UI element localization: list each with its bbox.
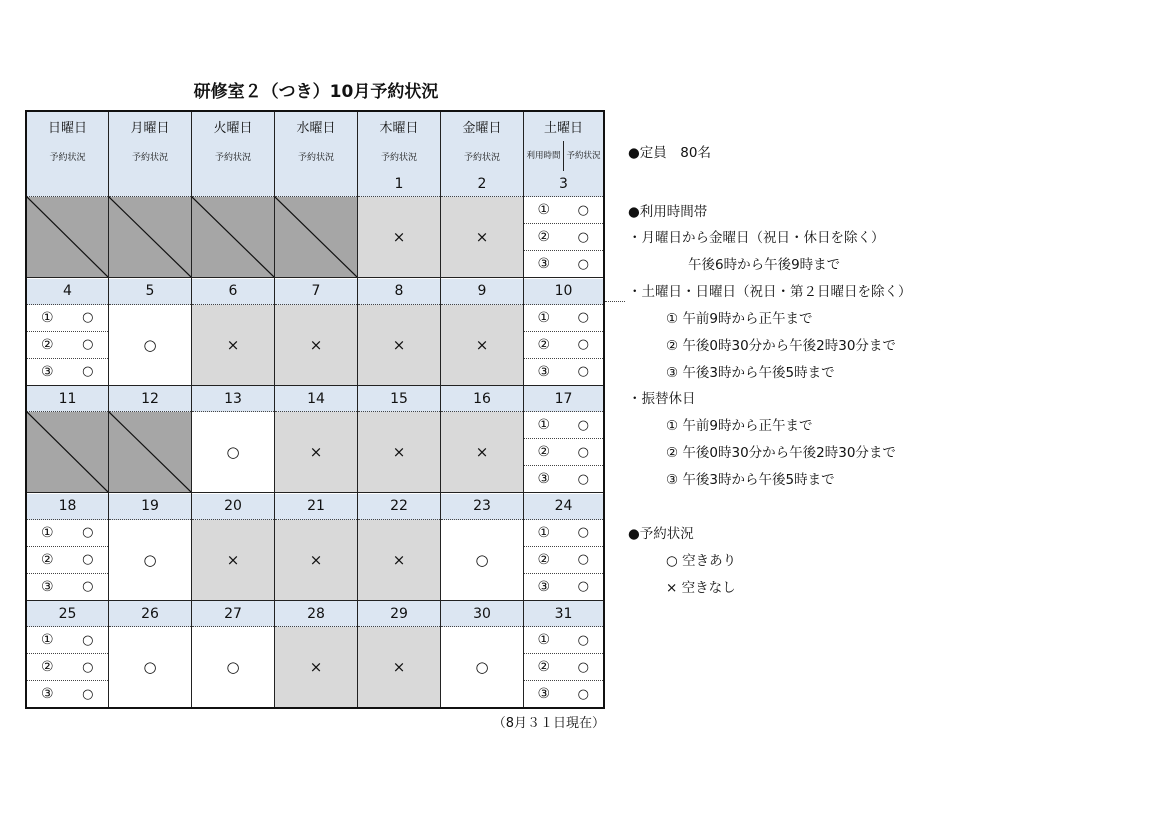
- status-header: 予約状況: [441, 141, 523, 172]
- day-status: [275, 520, 357, 601]
- day-number: 20: [192, 494, 274, 520]
- slot-number: ②: [40, 551, 54, 568]
- day-number: 17: [524, 386, 603, 412]
- full-mark: ×: [392, 443, 406, 461]
- info-line: ・土曜日・日曜日（祝日・第２日曜日を除く）: [628, 284, 912, 300]
- time-slot-row: [524, 574, 603, 600]
- full-mark: ×: [226, 550, 240, 569]
- closed-diagonal: [109, 197, 191, 277]
- day-cell: [524, 494, 603, 602]
- day-cell: [524, 279, 603, 387]
- slot-number: ①: [537, 632, 551, 648]
- slot-number: ②: [40, 336, 54, 353]
- day-cell: [275, 494, 357, 602]
- day-status: [358, 412, 440, 493]
- column-5: [441, 112, 524, 707]
- day-cell: [358, 279, 440, 387]
- full-mark: ×: [475, 335, 489, 354]
- day-status: [109, 627, 191, 707]
- info-line: ○ 空きあり: [666, 553, 737, 569]
- time-slot-row: [524, 654, 603, 681]
- day-number: 14: [275, 386, 357, 412]
- slot-status: ○: [577, 579, 589, 594]
- day-status: [109, 197, 191, 278]
- slot-number: ①: [40, 309, 54, 326]
- page-title: 研修室２（つき）10月予約状況: [193, 82, 439, 102]
- day-number: 3: [524, 171, 603, 197]
- info-line: ① 午前9時から正午まで: [666, 418, 813, 434]
- day-number: [192, 171, 274, 197]
- time-slot-subheader: 利用 時間: [524, 141, 564, 171]
- time-slot-row: [27, 305, 108, 332]
- full-mark: ×: [392, 228, 406, 246]
- day-number: 7: [275, 279, 357, 305]
- slot-status: ○: [82, 364, 94, 379]
- day-number: 10: [524, 279, 603, 305]
- day-number: 15: [358, 386, 440, 412]
- info-line: 午後6時から午後9時まで: [688, 257, 841, 273]
- slot-status: ○: [82, 552, 94, 567]
- day-cell: [192, 601, 274, 709]
- day-status: [109, 412, 191, 493]
- status-header: 予約状況: [275, 141, 357, 172]
- day-status: [441, 412, 523, 493]
- day-number: 8: [358, 279, 440, 305]
- day-status: [192, 412, 274, 493]
- time-slot-row: [524, 412, 603, 439]
- full-mark: ×: [392, 335, 406, 354]
- time-slot-row: [524, 332, 603, 359]
- slot-status: ○: [577, 632, 589, 648]
- day-cell: [109, 494, 191, 602]
- slot-status: ○: [82, 659, 94, 675]
- time-slot-row: [524, 197, 603, 224]
- time-slot-row: [524, 520, 603, 547]
- slot-number: ②: [537, 551, 551, 568]
- info-line: ●利用時間帯: [628, 204, 708, 220]
- day-number: 23: [441, 494, 523, 520]
- day-status: [524, 197, 603, 278]
- dotted-divider: [605, 301, 625, 302]
- day-cell: [275, 171, 357, 279]
- day-status: [27, 520, 108, 601]
- day-status: [524, 627, 603, 707]
- slot-number: ①: [40, 524, 54, 541]
- column-1: [109, 112, 192, 707]
- day-status: [358, 197, 440, 278]
- closed-diagonal: [275, 197, 357, 277]
- day-status: [192, 197, 274, 278]
- day-number: 31: [524, 601, 603, 627]
- day-cell: [275, 279, 357, 387]
- slot-number: ③: [537, 363, 551, 380]
- slot-status: ○: [577, 229, 589, 245]
- day-cell: [441, 601, 523, 709]
- closed-diagonal: [27, 412, 108, 492]
- day-number: 12: [109, 386, 191, 412]
- time-slot-row: [524, 547, 603, 574]
- day-number: 19: [109, 494, 191, 520]
- day-cell: [441, 279, 523, 387]
- time-slot-row: [27, 654, 108, 681]
- slot-number: ①: [40, 632, 54, 648]
- day-cell: [192, 386, 274, 494]
- time-slot-row: [27, 520, 108, 547]
- day-number: 25: [27, 601, 108, 627]
- day-number: 30: [441, 601, 523, 627]
- slot-status: ○: [577, 256, 589, 272]
- slot-status: ○: [577, 310, 589, 325]
- day-cell: [441, 171, 523, 279]
- available-mark: ○: [226, 443, 240, 461]
- reservation-calendar: [25, 110, 605, 709]
- column-6: [524, 112, 603, 707]
- info-line: ③ 午後3時から午後5時まで: [666, 472, 835, 488]
- day-number: 4: [27, 279, 108, 305]
- day-status: [524, 305, 603, 386]
- day-number: 22: [358, 494, 440, 520]
- time-slot-row: [524, 224, 603, 251]
- weekday-header: 水曜日: [275, 112, 357, 142]
- slot-status: ○: [577, 417, 589, 433]
- slot-number: ②: [537, 229, 551, 245]
- available-mark: ○: [143, 335, 157, 354]
- day-number: 5: [109, 279, 191, 305]
- day-cell: [275, 601, 357, 709]
- available-mark: ○: [475, 550, 489, 569]
- day-cell: [192, 171, 274, 279]
- available-mark: ○: [143, 550, 157, 569]
- day-status: [441, 197, 523, 278]
- info-line: ・振替休日: [628, 391, 696, 407]
- day-status: [441, 627, 523, 707]
- day-status: [358, 520, 440, 601]
- slot-number: ①: [537, 202, 551, 218]
- day-status: [358, 627, 440, 707]
- info-line: ② 午後0時30分から午後2時30分まで: [666, 338, 896, 354]
- day-status: [192, 627, 274, 707]
- weekday-header: 木曜日: [358, 112, 440, 142]
- slot-number: ③: [537, 471, 551, 487]
- info-line: ●定員 80名: [628, 145, 711, 161]
- day-number: 11: [27, 386, 108, 412]
- day-status: [192, 520, 274, 601]
- slot-number: ③: [40, 686, 54, 702]
- slot-number: ①: [537, 309, 551, 326]
- full-mark: ×: [226, 335, 240, 354]
- day-status: [192, 305, 274, 386]
- slot-number: ③: [537, 686, 551, 702]
- available-mark: ○: [226, 658, 240, 676]
- status-header: 予約状況: [192, 141, 274, 172]
- available-mark: ○: [143, 658, 157, 676]
- slot-number: ②: [537, 444, 551, 460]
- time-slot-row: [524, 251, 603, 277]
- weekday-header: 月曜日: [109, 112, 191, 142]
- column-3: [275, 112, 358, 707]
- day-status: [27, 197, 108, 278]
- day-cell: [27, 279, 108, 387]
- slot-number: ①: [537, 524, 551, 541]
- time-slot-row: [524, 681, 603, 707]
- day-cell: [192, 494, 274, 602]
- info-line: ●予約状況: [628, 526, 694, 542]
- status-header: 予約状況: [27, 141, 108, 172]
- time-slot-row: [524, 439, 603, 466]
- day-status: [275, 197, 357, 278]
- full-mark: ×: [392, 550, 406, 569]
- day-status: [27, 627, 108, 707]
- time-slot-row: [27, 359, 108, 385]
- day-number: 13: [192, 386, 274, 412]
- weekday-header: 金曜日: [441, 112, 523, 142]
- day-cell: [27, 386, 108, 494]
- day-number: 18: [27, 494, 108, 520]
- info-line: ② 午後0時30分から午後2時30分まで: [666, 445, 896, 461]
- full-mark: ×: [475, 443, 489, 461]
- day-cell: [27, 494, 108, 602]
- day-status: [441, 520, 523, 601]
- time-slot-row: [524, 305, 603, 332]
- info-line: ① 午前9時から正午まで: [666, 311, 813, 327]
- full-mark: ×: [309, 550, 323, 569]
- full-mark: ×: [475, 228, 489, 246]
- day-number: 9: [441, 279, 523, 305]
- slot-status: ○: [82, 632, 94, 648]
- day-cell: [524, 386, 603, 494]
- slot-number: ②: [537, 336, 551, 353]
- day-number: 27: [192, 601, 274, 627]
- day-number: 21: [275, 494, 357, 520]
- status-header: 予約状況: [358, 141, 440, 172]
- status-subheader: 予約 状況: [566, 151, 601, 161]
- day-number: 16: [441, 386, 523, 412]
- slot-status: ○: [82, 525, 94, 540]
- slot-number: ②: [40, 659, 54, 675]
- status-header: [524, 141, 603, 172]
- day-cell: [275, 386, 357, 494]
- slot-status: ○: [577, 364, 589, 379]
- column-0: [27, 112, 109, 707]
- slot-number: ①: [537, 417, 551, 433]
- day-number: [275, 171, 357, 197]
- day-number: 29: [358, 601, 440, 627]
- day-status: [524, 412, 603, 493]
- day-number: 6: [192, 279, 274, 305]
- closed-diagonal: [109, 412, 191, 492]
- day-cell: [358, 494, 440, 602]
- day-cell: [524, 601, 603, 709]
- full-mark: ×: [309, 335, 323, 354]
- day-cell: [441, 386, 523, 494]
- slot-status: ○: [577, 444, 589, 460]
- closed-diagonal: [192, 197, 274, 277]
- day-status: [358, 305, 440, 386]
- info-line: ③ 午後3時から午後5時まで: [666, 365, 835, 381]
- day-cell: [192, 279, 274, 387]
- slot-status: ○: [577, 202, 589, 218]
- day-number: [109, 171, 191, 197]
- slot-number: ②: [537, 659, 551, 675]
- day-cell: [358, 386, 440, 494]
- time-slot-row: [27, 681, 108, 707]
- available-mark: ○: [475, 658, 489, 676]
- day-status: [275, 412, 357, 493]
- full-mark: ×: [309, 443, 323, 461]
- column-4: [358, 112, 441, 707]
- day-status: [27, 305, 108, 386]
- time-slot-row: [524, 627, 603, 654]
- time-slot-row: [27, 574, 108, 600]
- day-number: 2: [441, 171, 523, 197]
- day-status: [109, 520, 191, 601]
- day-status: [109, 305, 191, 386]
- day-cell: [524, 171, 603, 279]
- day-number: 26: [109, 601, 191, 627]
- day-status: [275, 627, 357, 707]
- day-cell: [27, 601, 108, 709]
- day-status: [27, 412, 108, 493]
- time-slot-row: [524, 359, 603, 385]
- slot-status: ○: [577, 525, 589, 540]
- time-slot-row: [27, 332, 108, 359]
- day-cell: [109, 171, 191, 279]
- day-cell: [109, 279, 191, 387]
- closed-diagonal: [27, 197, 108, 277]
- day-cell: [358, 171, 440, 279]
- column-2: [192, 112, 275, 707]
- as-of-date: （8月３１日現在）: [492, 716, 605, 731]
- slot-status: ○: [577, 686, 589, 702]
- info-line: × 空きなし: [666, 580, 736, 596]
- slot-status: ○: [577, 471, 589, 487]
- slot-status: ○: [577, 659, 589, 675]
- day-number: 1: [358, 171, 440, 197]
- slot-number: ③: [40, 363, 54, 380]
- day-number: 28: [275, 601, 357, 627]
- weekday-header: 日曜日: [27, 112, 108, 142]
- day-number: [27, 171, 108, 197]
- day-cell: [358, 601, 440, 709]
- slot-status: ○: [82, 686, 94, 702]
- day-cell: [27, 171, 108, 279]
- day-cell: [109, 601, 191, 709]
- info-line: ・月曜日から金曜日（祝日・休日を除く）: [628, 230, 885, 246]
- time-slot-row: [27, 547, 108, 574]
- slot-number: ③: [537, 256, 551, 272]
- slot-number: ③: [537, 578, 551, 595]
- day-number: 24: [524, 494, 603, 520]
- full-mark: ×: [309, 658, 323, 676]
- weekday-header: 土曜日: [524, 112, 603, 142]
- full-mark: ×: [392, 658, 406, 676]
- slot-number: ③: [40, 578, 54, 595]
- day-status: [441, 305, 523, 386]
- day-cell: [441, 494, 523, 602]
- slot-status: ○: [82, 337, 94, 352]
- time-slot-row: [27, 627, 108, 654]
- slot-status: ○: [82, 310, 94, 325]
- day-status: [275, 305, 357, 386]
- time-slot-row: [524, 466, 603, 492]
- day-cell: [109, 386, 191, 494]
- status-header: 予約状況: [109, 141, 191, 172]
- slot-status: ○: [577, 337, 589, 352]
- day-status: [524, 520, 603, 601]
- weekday-header: 火曜日: [192, 112, 274, 142]
- slot-status: ○: [82, 579, 94, 594]
- slot-status: ○: [577, 552, 589, 567]
